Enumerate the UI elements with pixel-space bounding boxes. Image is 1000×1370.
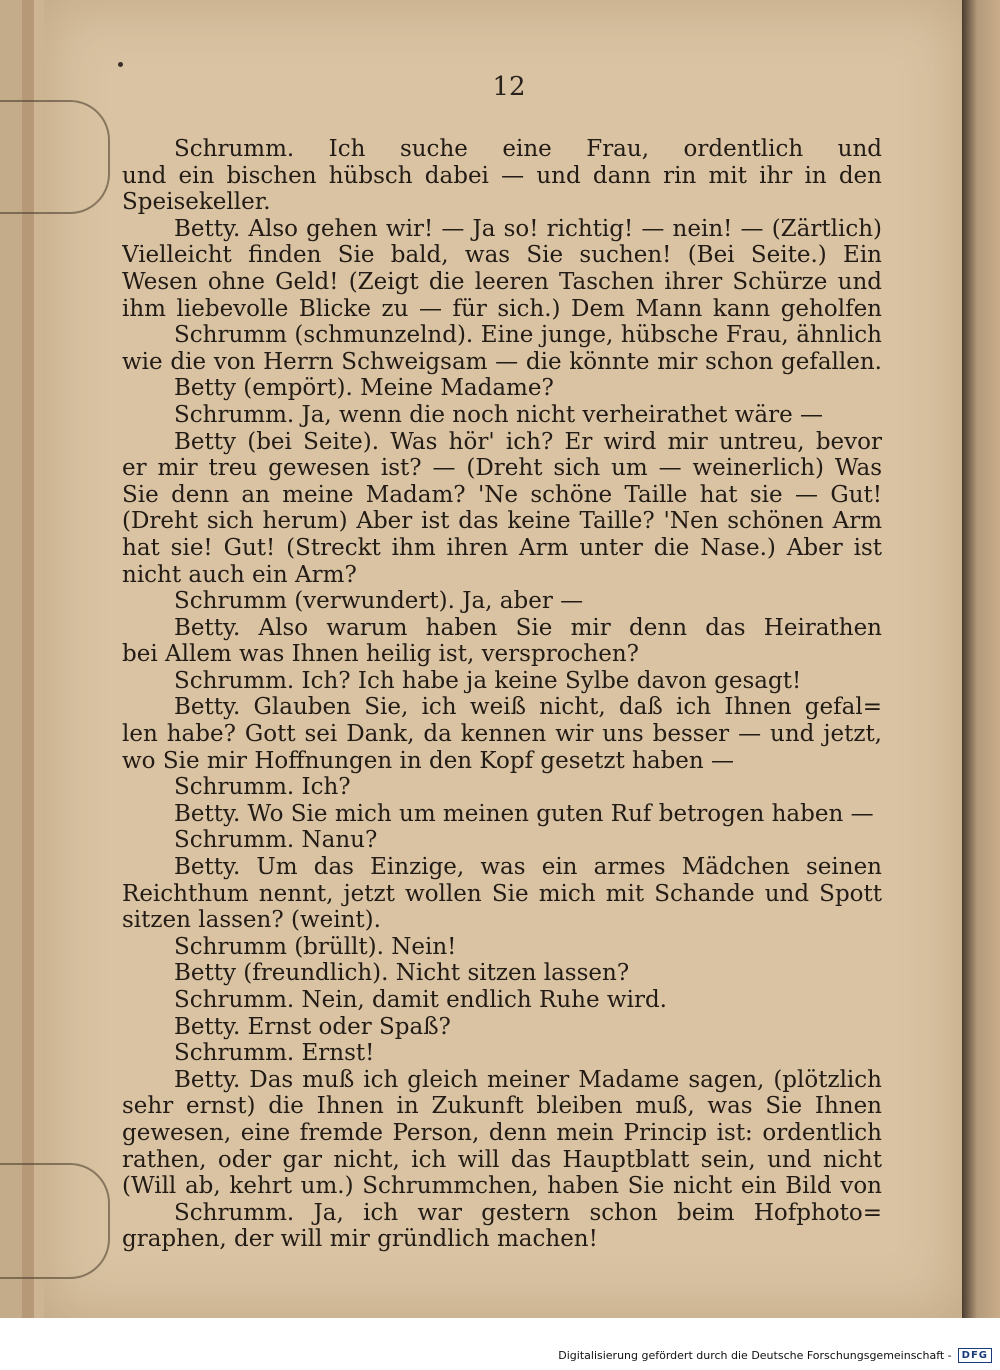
text-line: graphen, der will mir gründlich machen!	[122, 1226, 598, 1253]
text-line: ihm liebevolle Blicke zu — für sich.) Dem Mann kann geholfen	[122, 295, 882, 322]
text-line: wie die von Herrn Schweigsam — die könnte mir schon gefallen.	[122, 348, 882, 375]
text-line: Schrumm. Nein, damit endlich Ruhe wird.	[174, 987, 667, 1013]
text-line: Betty (freundlich). Nicht sitzen lassen?	[174, 960, 630, 987]
text-line: Schrumm. Ich?	[174, 774, 351, 801]
text-line: Betty. Wo Sie mich um meinen guten Ruf betrogen haben —	[174, 800, 874, 827]
text-line: er mir treu gewesen ist? — (Dreht sich um — weinerlich) Was	[122, 455, 882, 482]
text-line: Wesen ohne Geld! (Zeigt die leeren Taschen ihrer Schürze und	[122, 268, 882, 295]
text-line: Schrumm (brüllt). Nein!	[174, 933, 457, 960]
text-line: wo Sie mir Hoffnungen in den Kopf gesetzt haben —	[122, 747, 735, 774]
text-line: Vielleicht finden Sie bald, was Sie suchen! (Bei Seite.) Ein	[122, 242, 882, 269]
text-line: Schrumm. Ja, wenn die noch nicht verheirathet wäre —	[174, 401, 823, 428]
text-line: Reichthum nennt, jetzt wollen Sie mich mit Schande und Spott	[122, 880, 882, 907]
text-line: Schrumm (schmunzelnd). Eine junge, hübsche Frau, ähnlich	[174, 322, 882, 349]
dfg-logo: DFG	[958, 1348, 992, 1363]
text-line: Schrumm. Ich suche eine Frau, ordentlich und	[174, 136, 882, 162]
text-line: (Will ab, kehrt um.) Schrummchen, haben Sie nicht ein Bild von	[122, 1173, 882, 1200]
text-line: bei Allem was Ihnen heilig ist, versprochen?	[122, 641, 639, 668]
text-line: Schrumm. Ich? Ich habe ja keine Sylbe davon gesagt!	[174, 667, 802, 694]
text-line: (Dreht sich herum) Aber ist das keine Taille? 'Nen schönen Arm	[122, 508, 882, 535]
page-number: 12	[492, 72, 526, 102]
library-stamp	[352, 1322, 542, 1344]
text-line: sehr ernst) die Ihnen in Zukunft bleiben muß, was Sie Ihnen	[122, 1093, 882, 1120]
text-line: Betty (empört). Meine Madame?	[174, 375, 554, 402]
body-text	[122, 136, 882, 1253]
text-line: Schrumm. Ernst!	[174, 1040, 375, 1067]
text-line: rathen, oder gar nicht, ich will das Hauptblatt sein, und nicht	[122, 1146, 882, 1173]
text-line: len habe? Gott sei Dank, da kennen wir uns besser — und jetzt,	[122, 721, 882, 748]
text-line: hat sie! Gut! (Streckt ihm ihren Arm unter die Nase.) Aber ist	[122, 534, 882, 561]
text-line: Sie denn an meine Madam? 'Ne schöne Taille hat sie — Gut!	[122, 481, 882, 508]
text-line: Betty. Um das Einzige, was ein armes Mädchen seinen	[174, 854, 882, 881]
text-line: Schrumm. Ja, ich war gestern schon beim Hofphoto=	[174, 1199, 882, 1226]
text-line: Betty. Ernst oder Spaß?	[174, 1013, 451, 1040]
text-line: Betty. Also warum haben Sie mir denn das Heirathen	[174, 614, 882, 641]
text-line: Betty. Das muß ich gleich meiner Madame sagen, (plötzlich	[174, 1066, 882, 1093]
facing-page-edge	[962, 0, 1000, 1318]
text-line: Betty. Glauben Sie, ich weiß nicht, daß ich Ihnen gefal=	[174, 694, 882, 721]
digitization-footer	[558, 1346, 992, 1364]
text-line: Betty. Also gehen wir! — Ja so! richtig! — nein! — (Zärtlich)	[174, 215, 882, 242]
text-line: und ein bischen hübsch dabei — und dann rin mit ihr in den	[122, 162, 882, 189]
page-clip-mark	[0, 100, 110, 214]
footer-credit: Digitalisierung gefördert durch die Deutsche Forschungsgemeinschaft -	[558, 1348, 952, 1362]
ink-dot	[118, 62, 123, 67]
text-line: Betty (bei Seite). Was hör' ich? Er wird mir untreu, bevor	[174, 428, 882, 455]
page-clip-mark	[0, 1163, 110, 1279]
text-line: Speisekeller.	[122, 189, 271, 216]
text-line: nicht auch ein Arm?	[122, 561, 357, 588]
text-line: Schrumm. Nanu?	[174, 827, 378, 854]
text-line: sitzen lassen? (weint).	[122, 907, 381, 934]
text-line: gewesen, eine fremde Person, denn mein Princip ist: ordentlich	[122, 1119, 882, 1146]
text-line: Schrumm (verwundert). Ja, aber —	[174, 588, 584, 615]
